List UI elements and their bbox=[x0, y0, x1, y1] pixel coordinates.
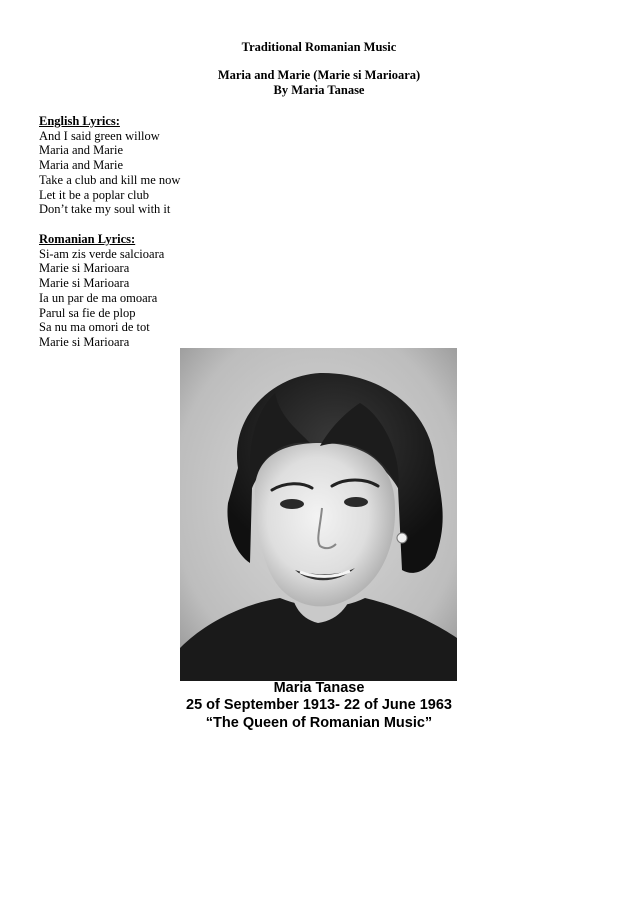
lyric-line: Maria and Marie bbox=[39, 143, 123, 158]
lyric-line: And I said green willow bbox=[39, 128, 160, 143]
english-lyrics-heading: English Lyrics: bbox=[39, 114, 120, 128]
song-artist: By Maria Tanase bbox=[273, 83, 365, 97]
english-lyrics-section bbox=[39, 114, 180, 217]
lyric-line: Marie si Marioara bbox=[39, 261, 130, 276]
lyric-line: Maria and Marie bbox=[39, 158, 123, 173]
lyric-line: Ia un par de ma omoara bbox=[39, 290, 158, 305]
lyric-line: Marie si Marioara bbox=[39, 334, 130, 349]
lyric-line: Si-am zis verde salcioara bbox=[39, 246, 165, 261]
lyric-line: Let it be a poplar club bbox=[39, 187, 150, 202]
document-title: Traditional Romanian Music bbox=[241, 40, 397, 54]
romanian-lyrics-section bbox=[39, 232, 164, 350]
portrait-photo bbox=[180, 348, 457, 681]
lyric-line: Don’t take my soul with it bbox=[39, 202, 171, 217]
lyric-line: Marie si Marioara bbox=[39, 276, 130, 291]
lyric-line: Parul sa fie de plop bbox=[39, 305, 136, 320]
lyric-line: Take a club and kill me now bbox=[39, 172, 181, 187]
song-title: Maria and Marie (Marie si Marioara) bbox=[217, 68, 421, 82]
caption-name: Maria Tanase bbox=[273, 680, 365, 696]
romanian-lyrics-heading: Romanian Lyrics: bbox=[39, 232, 136, 246]
caption-tagline: “The Queen of Romanian Music” bbox=[205, 715, 433, 731]
lyric-line: Sa nu ma omori de tot bbox=[39, 320, 150, 335]
caption-dates: 25 of September 1913- 22 of June 1963 bbox=[186, 697, 452, 713]
